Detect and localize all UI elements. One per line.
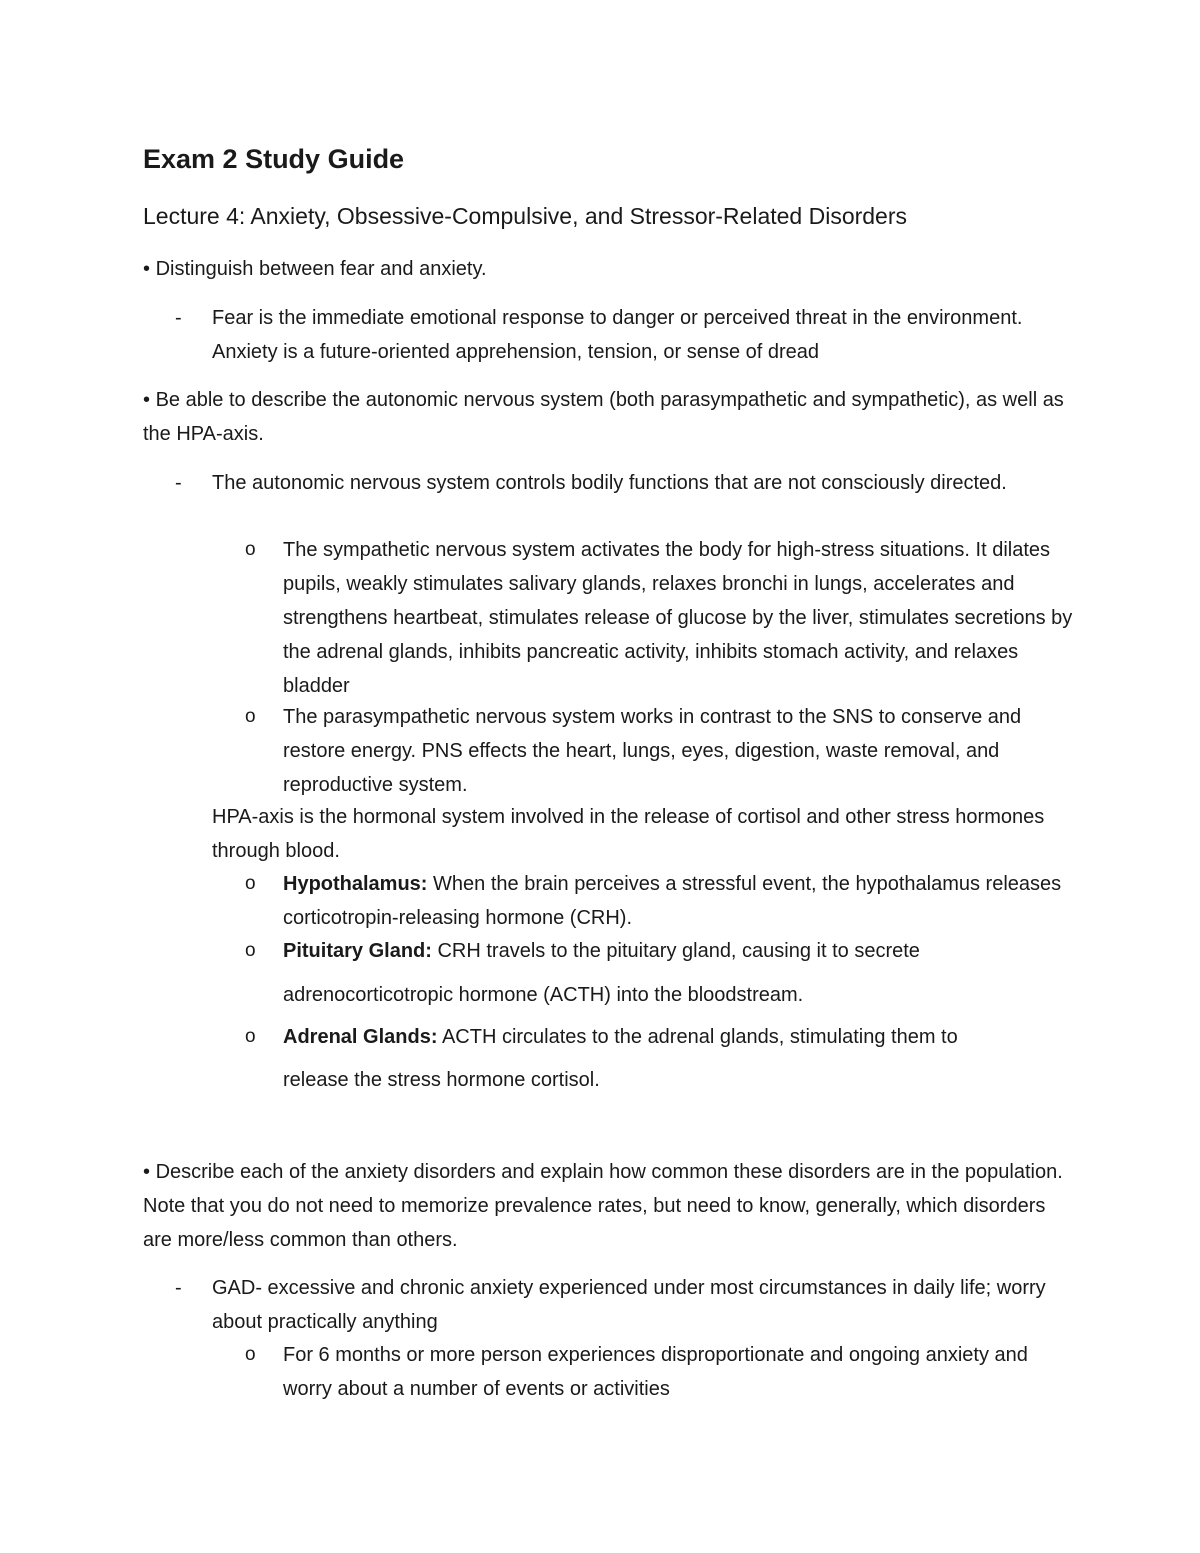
pituitary-description-1: CRH travels to the pituitary gland, causing it to secrete — [437, 940, 920, 962]
gad-detail-text: For 6 months or more person experiences disproportionate and ongoing anxiety and worry about a number of events or activities — [283, 1344, 1028, 1400]
dash-marker: - — [175, 472, 182, 494]
answer-text: Fear is the immediate emotional response to danger or perceived threat in the environment. Anxiety is a future-oriented apprehension, tension, or sense of dread — [212, 307, 1023, 363]
document-title: Exam 2 Study Guide — [143, 144, 405, 174]
circle-marker: o — [245, 940, 256, 961]
pituitary-label: Pituitary Gland: — [283, 940, 432, 962]
prompt-text: Distinguish between fear and anxiety. — [155, 258, 487, 280]
prompt-text: Be able to describe the autonomic nervous system (both parasympathetic and sympathetic), as well as the HPA-axis. — [143, 389, 1064, 445]
dash-marker: - — [175, 1277, 182, 1299]
bullet-marker: • — [143, 258, 151, 280]
adrenal-text — [283, 1020, 1073, 1054]
ans-intro-text: The autonomic nervous system controls bodily functions that are not consciously directed. — [212, 472, 1007, 494]
dash-marker: - — [175, 307, 182, 329]
bullet-prompt-anxiety-disorders — [143, 1155, 1073, 1257]
pituitary-description-2: adrenocorticotropic hormone (ACTH) into the bloodstream. — [283, 984, 804, 1006]
hypothalamus-description: When the brain perceives a stressful event, the hypothalamus releases corticotropin-releasing hormone (CRH). — [283, 873, 1062, 929]
circle-marker: o — [245, 873, 256, 894]
bullet-marker: • — [143, 389, 151, 411]
hypothalamus-text — [283, 867, 1073, 935]
adrenal-label: Adrenal Glands: — [283, 1026, 438, 1048]
bullet-prompt-ans-hpa — [143, 383, 1073, 451]
gad-text: GAD- excessive and chronic anxiety experienced under most circumstances in daily life; worry about practically anything — [212, 1277, 1046, 1333]
hypothalamus-label: Hypothalamus: — [283, 873, 428, 895]
sympathetic-text: The sympathetic nervous system activates the body for high-stress situations. It dilates pupils, weakly stimulates salivary glands, relaxes bronchi in lungs, accelerates and strengthens heartbeat, stimulates release of glucose by the liver, stimulates secretions by the adrenal glands, inhibits pancreatic activity, inhibits stomach activity, and relaxes bladder — [283, 539, 1073, 697]
hpa-intro-text: HPA-axis is the hormonal system involved in the release of cortisol and other stress hormones through blood. — [212, 806, 1045, 862]
bullet-prompt-fear-anxiety — [143, 252, 1073, 286]
pituitary-text — [283, 934, 1073, 968]
circle-marker: o — [245, 539, 256, 560]
circle-marker: o — [245, 1026, 256, 1047]
circle-marker: o — [245, 1344, 256, 1365]
prompt-text: Describe each of the anxiety disorders and explain how common these disorders are in the population. Note that you do not need to memorize prevalence rates, but need to know, generally, which disorders are more/less common than others. — [143, 1161, 1063, 1251]
adrenal-description-1: ACTH circulates to the adrenal glands, stimulating them to — [441, 1026, 958, 1048]
bullet-marker: • — [143, 1161, 151, 1183]
lecture-heading: Lecture 4: Anxiety, Obsessive-Compulsive, and Stressor-Related Disorders — [143, 203, 908, 229]
adrenal-description-2: release the stress hormone cortisol. — [283, 1069, 600, 1091]
circle-marker: o — [245, 706, 256, 727]
parasympathetic-text: The parasympathetic nervous system works in contrast to the SNS to conserve and restore energy. PNS effects the heart, lungs, eyes, digestion, waste removal, and reproductive system. — [283, 706, 1022, 796]
